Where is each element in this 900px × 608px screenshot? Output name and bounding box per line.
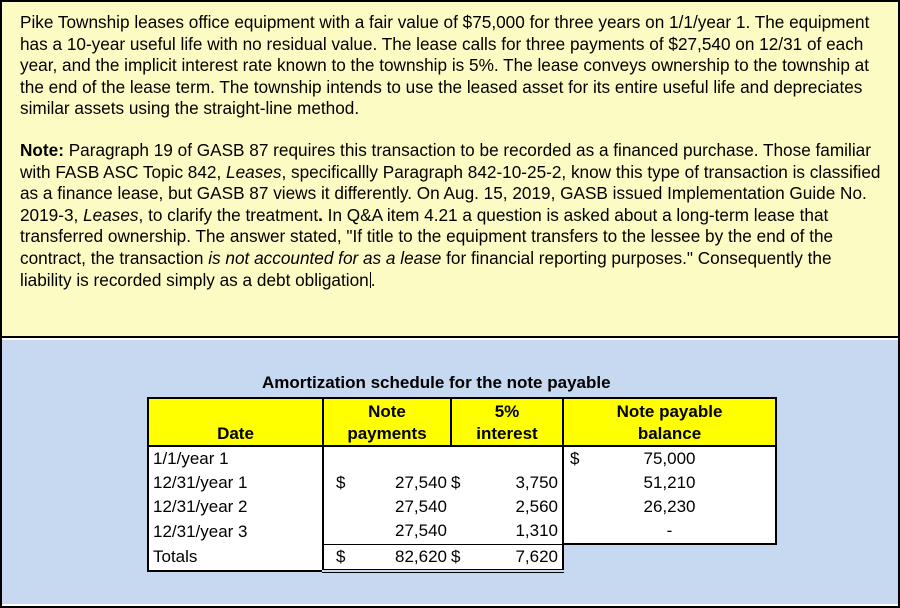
note-text-1: Paragraph 19 of GASB 87 requires this transaction to be recorded as a financed purchase. Those familiar with FASB ASC Topic 842, <box>20 139 871 182</box>
note-italic-quote: is not accounted for as a lease <box>208 247 442 268</box>
currency-sign: $ <box>570 449 580 468</box>
problem-text: Pike Township leases office equipment with a fair value of $75,000 for three years on 1/1/year 1. The equipment has a 10-year useful life with no residual value. The lease calls for three payments of $27,540 on 12/31 of each year, and the implicit interest rate known to the township is 5%. The lease conveys ownership to the township at the end of the lease term. The township intends to use the leased asset for its entire useful life and depreciates similar assets using the straight-line method. <box>20 12 870 119</box>
row-date: 12/31/year 1 <box>148 471 323 495</box>
row-interest-cell <box>451 471 563 495</box>
row-date: 12/31/year 3 <box>148 519 323 544</box>
problem-paragraph <box>20 12 886 120</box>
note-text-3: , to clarify the treatment <box>138 204 319 225</box>
text-cursor <box>370 272 371 288</box>
row-payment-cell <box>323 471 451 495</box>
table-row <box>148 495 776 519</box>
amortization-table <box>147 397 777 573</box>
currency-sign: $ <box>451 473 461 492</box>
row-date: 12/31/year 2 <box>148 495 323 519</box>
row-interest <box>451 446 563 471</box>
row-interest: 3,750 <box>515 473 558 492</box>
note-italic-leases-1: Leases <box>226 161 282 182</box>
note-text-4: In Q&A item 4.21 a question is asked about a long-term lease that transferred ownership. The answer stated, "If title to the equipment transfers to the lessee by the end of the contract, the transaction <box>20 204 834 268</box>
schedule-title: Amortization schedule for the note payable <box>262 373 611 392</box>
row-interest: 2,560 <box>451 495 563 519</box>
header-interest: 5% interest <box>451 398 563 446</box>
totals-interest-cell <box>451 544 563 571</box>
row-payment: 27,540 <box>395 473 447 492</box>
header-balance: Note payable balance <box>563 398 776 446</box>
note-paragraph: Note: Paragraph 19 of GASB 87 requires this transaction to be recorded as a financed purchase. Those familiar with FASB ASC Topic 842, Leases, specificallly Paragraph 842-10-25-2, know this type of transaction is classified as a finance lease, but GASB 87 views it differently. On Aug. 15, 2019, GASB issued Implementation Guide No. 2019-3, Leases, to clarify the treatment. In Q&A item 4.21 a question is asked about a long-term lease that transferred ownership. The answer stated, "If title to the equipment transfers to the lessee by the end of the contract, the transaction is not accounted for as a lease for financial reporting purposes." Consequently the liability is recorded simply as a debt obligation . <box>20 139 881 290</box>
totals-empty <box>563 544 776 571</box>
row-interest: 1,310 <box>451 519 563 544</box>
row-balance: 51,210 <box>563 471 776 495</box>
note-text-2: , specificallly Paragraph 842-10-25-2, know this type of transaction is classified as a finance lease, but GASB 87 views it differently. On Aug. 15, 2019, GASB issued Implementation Guide No. 2019-3, <box>20 161 881 225</box>
totals-interest: 7,620 <box>515 546 558 566</box>
note-label: Note: <box>20 139 64 160</box>
totals-payment-cell <box>323 544 451 571</box>
row-balance: - <box>563 519 776 544</box>
row-payment: 27,540 <box>323 495 451 519</box>
row-balance: 26,230 <box>563 495 776 519</box>
table-row <box>148 471 776 495</box>
header-date: Date <box>148 398 323 446</box>
row-payment <box>323 446 451 471</box>
note-text-5: for financial reporting purposes." Consequently the liability is recorded simply as a debt obligation <box>20 247 832 290</box>
header-note-payments: Note payments <box>323 398 451 446</box>
problem-text-box <box>2 2 898 338</box>
totals-row <box>148 544 776 571</box>
currency-sign: $ <box>451 546 461 566</box>
row-payment: 27,540 <box>323 519 451 544</box>
currency-sign: $ <box>336 473 346 492</box>
note-bold-period: . <box>318 204 323 225</box>
totals-label: Totals <box>148 544 323 571</box>
note-italic-leases-2: Leases <box>83 204 139 225</box>
row-balance-cell <box>563 446 776 471</box>
row-balance: 75,000 <box>643 449 696 468</box>
table-row <box>148 519 776 544</box>
currency-sign: $ <box>336 546 346 566</box>
table-header-row <box>148 398 776 446</box>
table-row <box>148 446 776 471</box>
row-date: 1/1/year 1 <box>148 446 323 471</box>
totals-payment: 82,620 <box>395 546 447 566</box>
